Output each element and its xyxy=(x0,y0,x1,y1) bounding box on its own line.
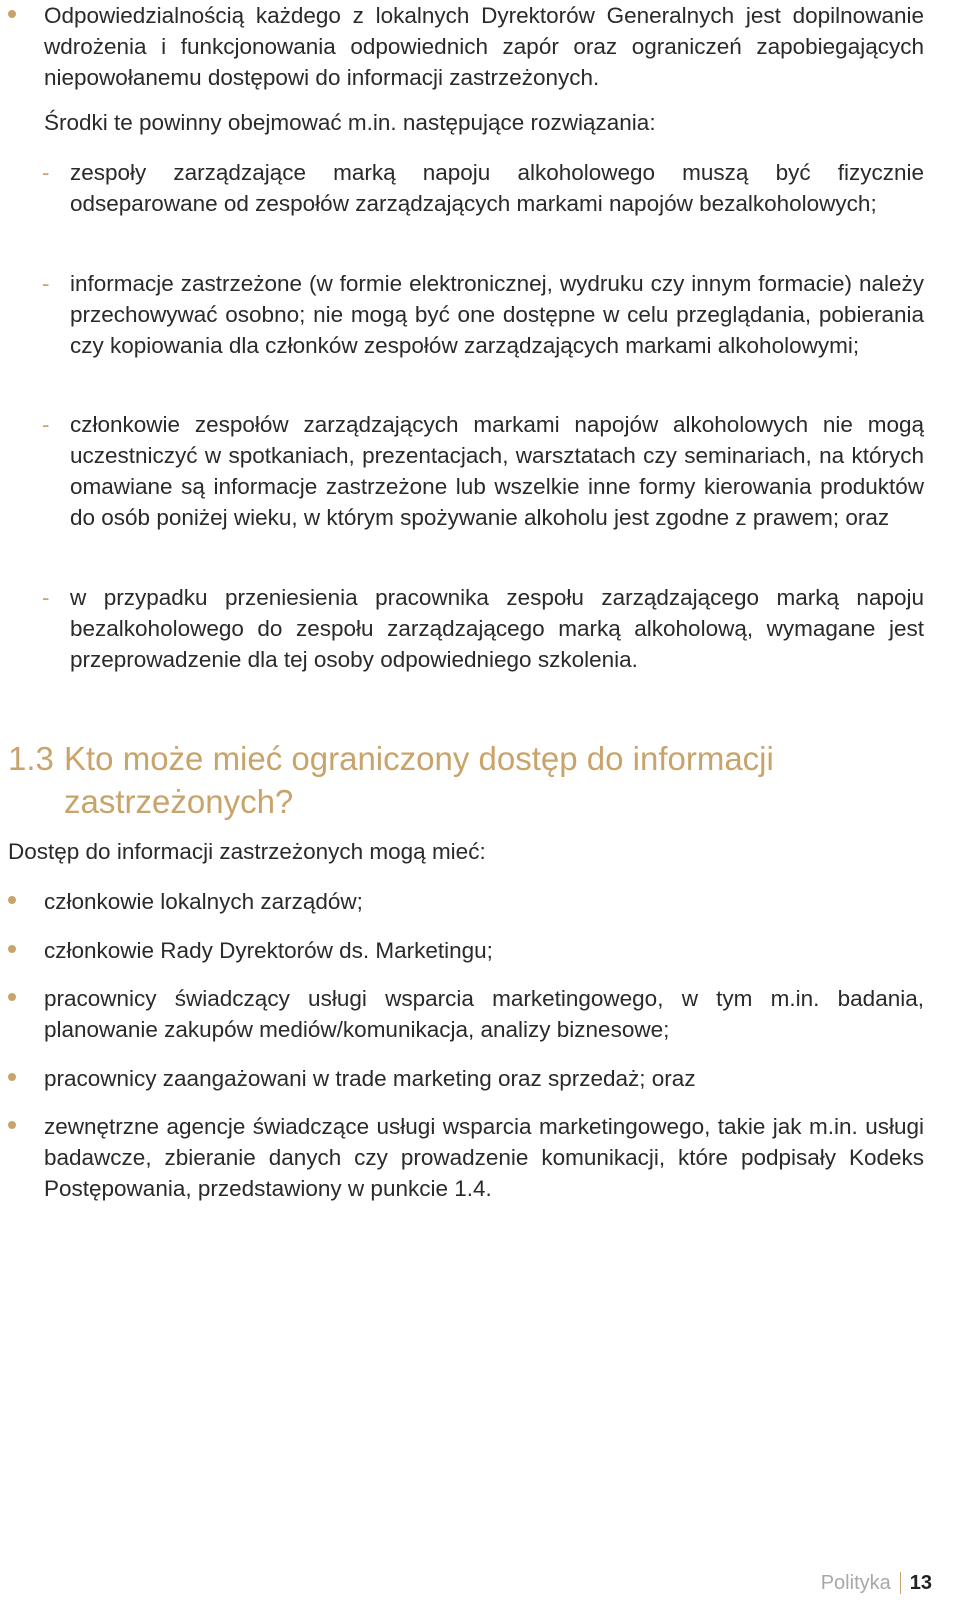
bullet-icon xyxy=(8,945,16,953)
section-title-line1: Kto może mieć ograniczony dostęp do informacji xyxy=(64,740,774,777)
dash-marker: - xyxy=(42,160,50,185)
bullet-icon xyxy=(8,1073,16,1081)
measure-item: informacje zastrzeżone (w formie elektronicznej, wydruku czy innym formacie) należy przechowywać osobno; nie mogą być one dostępne w celu przeglądania, pobierania czy kopiowania dla członków zespołów zarządzających markami alkoholowymi; xyxy=(70,271,924,358)
measures-lead: Środki te powinny obejmować m.in. następujące rozwiązania: xyxy=(44,110,656,135)
measure-item: w przypadku przeniesienia pracownika zespołu zarządzającego marką napoju bezalkoholowego do zespołu zarządzającego marką alkoholową, wymagane jest przeprowadzenie dla tej osoby odpowiedniego szkolenia. xyxy=(70,585,924,672)
access-item: członkowie Rady Dyrektorów ds. Marketingu; xyxy=(44,938,493,963)
dash-marker: - xyxy=(42,412,50,437)
dash-marker: - xyxy=(42,585,50,610)
bullet-icon xyxy=(8,993,16,1001)
section-title-line2: zastrzeżonych? xyxy=(64,783,294,820)
measure-item: członkowie zespołów zarządzających markami napojów alkoholowych nie mogą uczestniczyć w spotkaniach, prezentacjach, warsztatach czy seminariach, na których omawiane są informacje zastrzeżone lub wszelkie inne formy kierowania produktów do osób poniżej wieku, w którym spożywanie alkoholu jest zgodne z prawem; oraz xyxy=(70,412,924,530)
access-item: pracownicy świadczący usługi wsparcia marketingowego, w tym m.in. badania, planowanie zakupów mediów/komunikacja, analizy biznesowe; xyxy=(44,986,924,1042)
access-item: zewnętrzne agencje świadczące usługi wsparcia marketingowego, takie jak m.in. usługi badawcze, zbieranie danych czy prowadzenie komunikacji, które podpisały Kodeks Postępowania, przedstawiony w punkcie 1.4. xyxy=(44,1114,924,1201)
page-footer xyxy=(821,1571,932,1595)
dash-marker: - xyxy=(42,271,50,296)
intro-paragraph: Odpowiedzialnością każdego z lokalnych Dyrektorów Generalnych jest dopilnowanie wdrożenia i funkcjonowania odpowiednich zapór oraz ograniczeń zapobiegających niepowołanemu dostępowi do informacji zastrzeżonych. xyxy=(44,3,924,90)
measure-item: zespoły zarządzające marką napoju alkoholowego muszą być fizycznie odseparowane od zespołów zarządzających markami napojów bezalkoholowych; xyxy=(70,160,924,216)
section-number: 1.3 xyxy=(8,740,54,777)
bullet-icon xyxy=(8,1121,16,1129)
page-number: 13 xyxy=(909,1572,932,1594)
bullet-icon xyxy=(8,10,16,18)
section-heading xyxy=(8,737,908,823)
access-item: członkowie lokalnych zarządów; xyxy=(44,889,363,914)
bullet-icon xyxy=(8,896,16,904)
access-lead: Dostęp do informacji zastrzeżonych mogą mieć: xyxy=(8,839,486,864)
footer-label: Polityka xyxy=(820,1572,891,1594)
footer-divider xyxy=(900,1572,901,1594)
access-item: pracownicy zaangażowani w trade marketing oraz sprzedaż; oraz xyxy=(44,1066,696,1091)
